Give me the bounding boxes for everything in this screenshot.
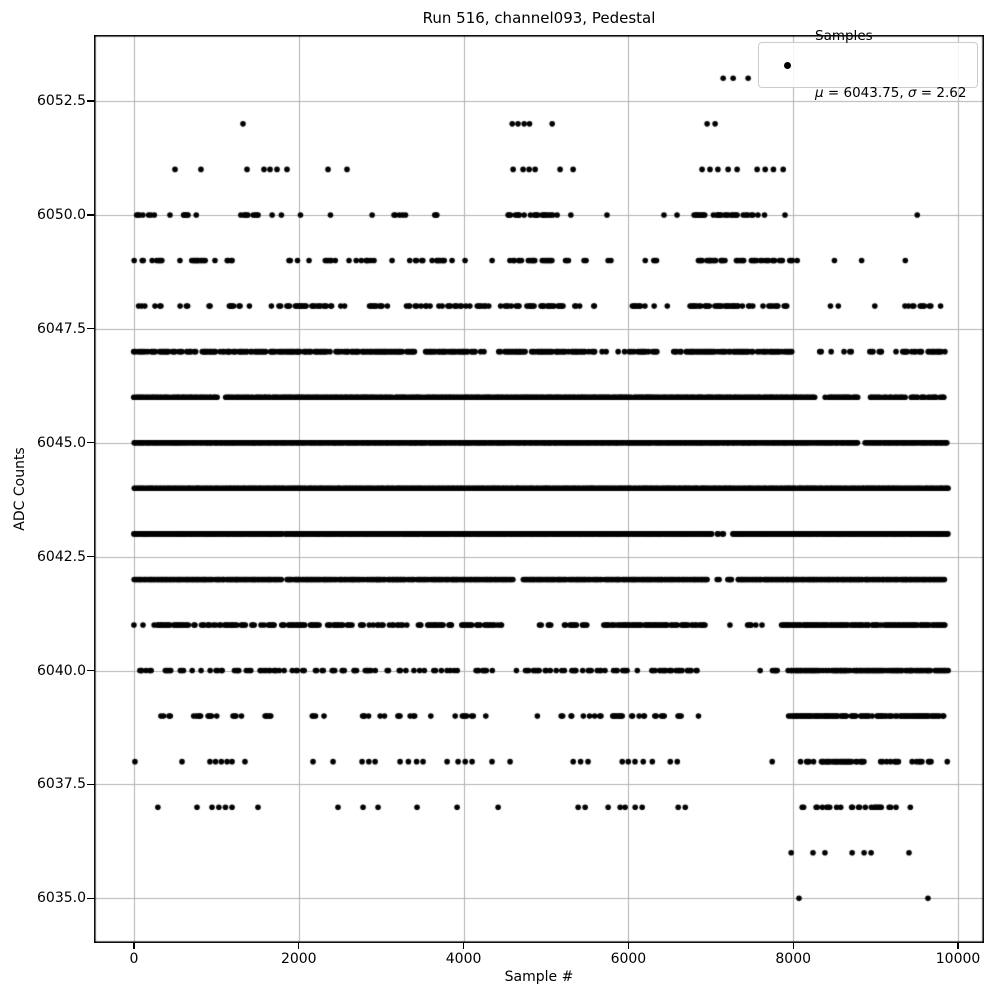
x-tick-label: 8000 xyxy=(775,951,812,967)
legend-label: Samples xyxy=(815,28,873,44)
legend-handle xyxy=(759,62,815,69)
x-tick-mark xyxy=(793,943,794,949)
y-tick-mark xyxy=(87,898,94,899)
y-tick-label: 6042.5 xyxy=(37,548,86,565)
y-tick-mark xyxy=(87,442,94,443)
x-tick-label: 0 xyxy=(129,951,139,967)
x-tick-label: 6000 xyxy=(610,951,647,967)
y-tick-label: 6037.5 xyxy=(37,776,86,793)
y-tick-mark xyxy=(87,100,94,101)
y-tick-label: 6035.0 xyxy=(37,890,86,907)
y-tick-mark xyxy=(87,556,94,557)
y-tick-label: 6050.0 xyxy=(37,206,86,223)
x-tick-mark xyxy=(957,943,958,949)
y-tick-label: 6040.0 xyxy=(37,662,86,679)
x-tick-label: 10000 xyxy=(935,951,981,967)
y-tick-mark xyxy=(87,214,94,215)
legend-marker-dot xyxy=(784,62,791,69)
y-tick-mark xyxy=(87,670,94,671)
y-tick-label: 6045.0 xyxy=(37,434,86,451)
mu-value: = 6043.75, xyxy=(823,85,908,101)
x-tick-mark xyxy=(463,943,464,949)
chart-title: Run 516, channel093, Pedestal xyxy=(422,9,656,27)
scatter-plot-canvas xyxy=(94,35,984,943)
sigma-value: = 2.62 xyxy=(916,85,967,101)
x-tick-mark xyxy=(298,943,299,949)
mu-symbol: μ xyxy=(815,85,824,101)
x-tick-label: 2000 xyxy=(280,951,317,967)
y-tick-mark xyxy=(87,784,94,785)
y-axis-label: ADC Counts xyxy=(12,447,28,531)
x-axis-label: Sample # xyxy=(504,969,574,985)
legend-text xyxy=(815,0,966,141)
legend-stats xyxy=(815,84,966,103)
y-tick-mark xyxy=(87,328,94,329)
legend xyxy=(758,28,978,101)
x-tick-label: 4000 xyxy=(445,951,482,967)
y-tick-label: 6052.5 xyxy=(37,93,86,110)
sigma-symbol: σ xyxy=(907,85,917,101)
y-tick-label: 6047.5 xyxy=(37,320,86,337)
x-tick-mark xyxy=(133,943,134,949)
x-tick-mark xyxy=(628,943,629,949)
